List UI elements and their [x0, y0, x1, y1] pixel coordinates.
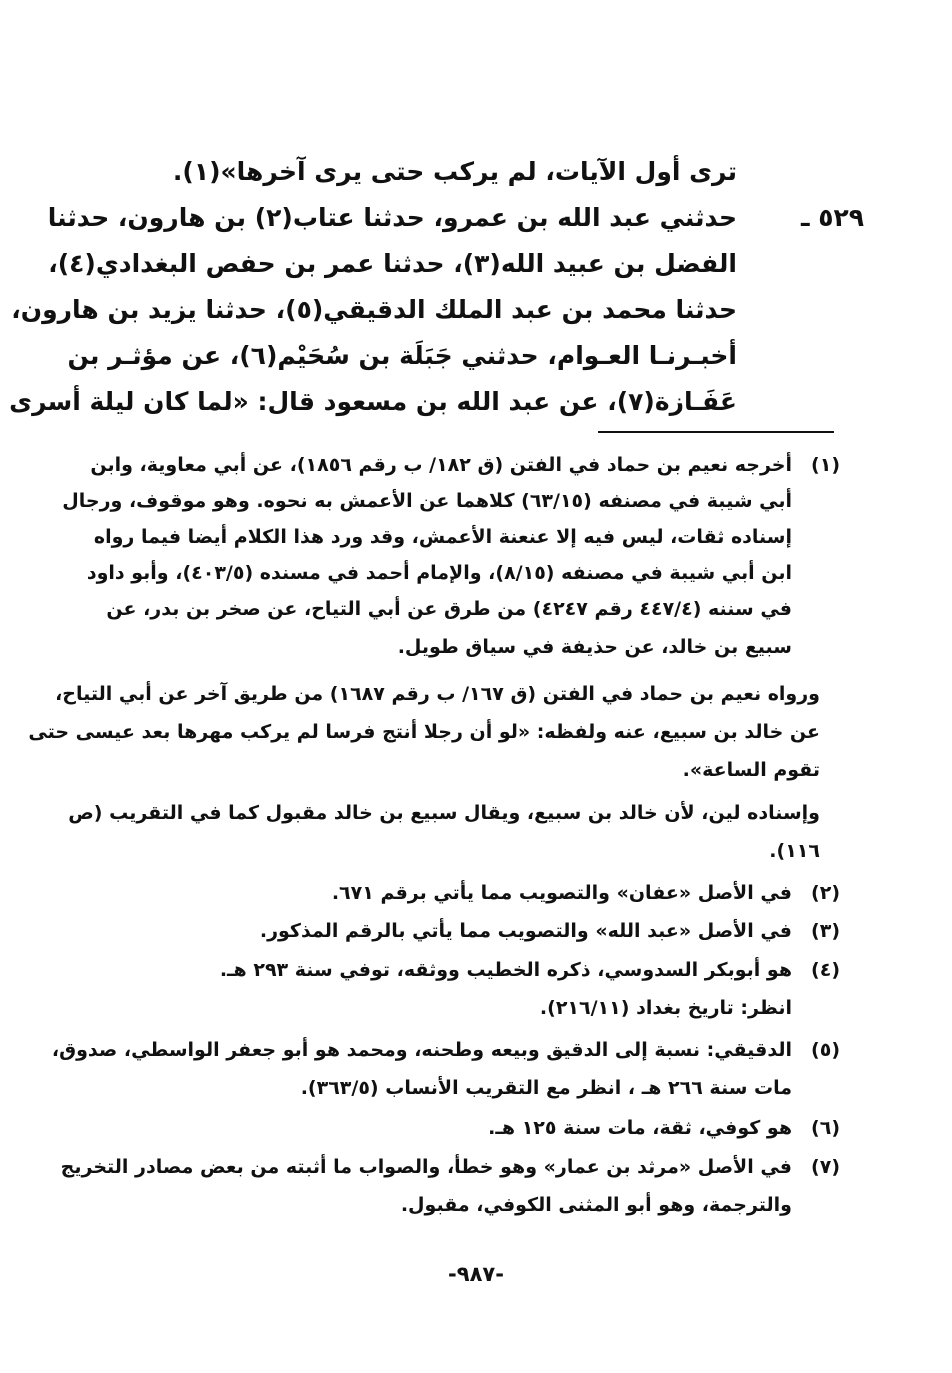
- footnote-line: ورواه نعيم بن حماد في الفتن (ق ١٦٧/ ب رقم ١٦٨٧) من طريق آخر عن أبي التياح،: [55, 683, 820, 705]
- footnote-number: (٣): [811, 920, 840, 942]
- footnote-line: أخرجه نعيم بن حماد في الفتن (ق ١٨٢/ ب رقم ١٨٥٦)، عن أبي معاوية، وابن: [90, 454, 792, 476]
- footnote-line: ابن أبي شيبة في مصنفه (٨/١٥)، والإمام أحمد في مسنده (٤٠٣/٥)، وأبو داود: [86, 562, 792, 584]
- hadith-number: ٥٢٩ ـ: [800, 203, 864, 232]
- footnote-line: أبي شيبة في مصنفه (٦٣/١٥) كلاهما عن الأعمش به نحوه. وهو موقوف، ورجال: [62, 490, 792, 512]
- footnote-line: في الأصل «عفان» والتصويب مما يأتي برقم ٦٧١.: [331, 882, 792, 904]
- main-text-line: حدثنا محمد بن عبد الملك الدقيقي(٥)، حدثنا يزيد بن هارون،: [11, 295, 737, 324]
- main-text-first-line: ترى أول الآيات، لم يركب حتى يرى آخرها»(١).: [172, 157, 737, 186]
- footnote-line: في الأصل «مرثد بن عمار» وهو خطأ، والصواب ما أثبته من بعض مصادر التخريج: [60, 1156, 792, 1178]
- footnote-number: (١): [811, 454, 840, 476]
- footnote-line: تقوم الساعة».: [682, 759, 820, 781]
- footnote-line: هو أبوبكر السدوسي، ذكره الخطيب ووثقه، توفي سنة ٢٩٣ هـ.: [219, 959, 792, 981]
- footnote-number: (٦): [811, 1117, 840, 1139]
- footnote-separator: [598, 431, 834, 433]
- footnote-line: في سننه (٤٤٧/٤ رقم ٤٢٤٧) من طرق عن أبي التياح، عن صخر بن بدر، عن: [106, 598, 792, 620]
- footnote-line: الدقيقي: نسبة إلى الدقيق وبيعه وطحنه، ومحمد هو أبو جعفر الواسطي، صدوق،: [51, 1039, 792, 1061]
- main-text-line: الفضل بن عبيد الله(٣)، حدثنا عمر بن حفص البغدادي(٤)،: [48, 249, 737, 278]
- main-text-line: حدثني عبد الله بن عمرو، حدثنا عتاب(٢) بن هارون، حدثنا: [47, 203, 737, 232]
- main-text-line: أخبـرنـا العـوام، حدثني جَبَلَة بن سُحَيْم(٦)، عن مؤثـر بن: [67, 341, 737, 370]
- footnote-number: (٤): [811, 959, 840, 981]
- footnote-line: عن خالد بن سبيع، عنه ولفظه: «لو أن رجلا أنتج فرسا لم يركب مهرها بعد عيسى حتى: [28, 721, 820, 743]
- footnote-line: في الأصل «عبد الله» والتصويب مما يأتي بالرقم المذكور.: [259, 920, 792, 942]
- footnote-number: (٥): [811, 1039, 840, 1061]
- footnote-line: سبيع بن خالد، عن حذيفة في سياق طويل.: [397, 636, 792, 658]
- footnote-line: مات سنة ٢٦٦ هـ ، انظر مع التقريب الأنساب (٣٦٣/٥).: [300, 1077, 792, 1099]
- footnote-number: (٧): [811, 1156, 840, 1178]
- footnote-line: ١١٦).: [769, 840, 820, 862]
- main-text-line: عَفَـازة(٧)، عن عبد الله بن مسعود قال: «لما كان ليلة أسرى: [9, 387, 737, 416]
- page-number: -٩٨٧-: [448, 1262, 504, 1286]
- footnote-line: والترجمة، وهو أبو المثنى الكوفي، مقبول.: [400, 1194, 792, 1216]
- footnote-line: إسناده ثقات، ليس فيه إلا عنعنة الأعمش، وقد ورد هذا الكلام أيضا فيما رواه: [93, 526, 792, 548]
- footnote-line: انظر: تاريخ بغداد (٢١٦/١١).: [539, 997, 792, 1019]
- footnote-line: هو كوفي، ثقة، مات سنة ١٢٥ هـ.: [488, 1117, 792, 1139]
- footnote-number: (٢): [811, 882, 840, 904]
- footnote-line: وإسناده لين، لأن خالد بن سبيع، ويقال سبيع بن خالد مقبول كما في التقريب (ص: [68, 802, 820, 824]
